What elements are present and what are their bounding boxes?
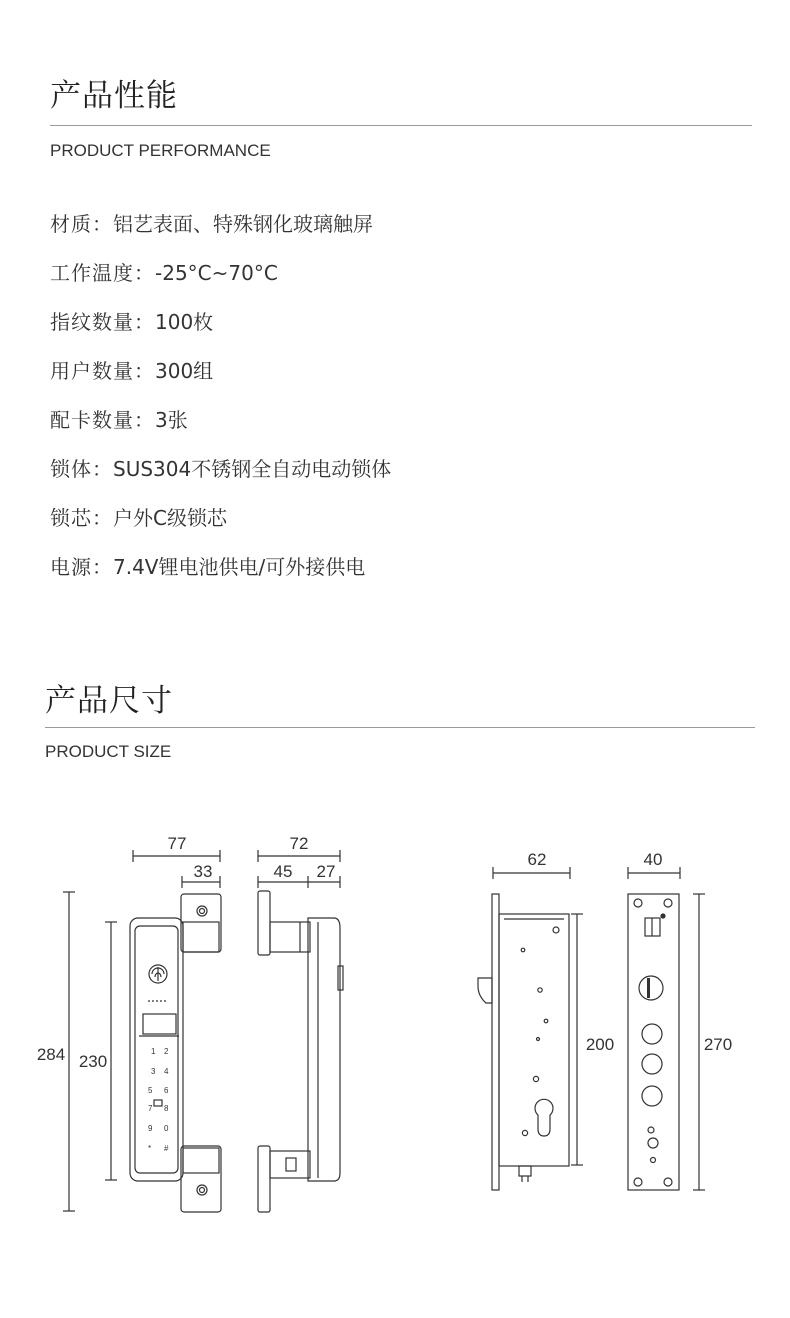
size-subtitle: PRODUCT SIZE [45,742,172,761]
key-6: 6 [164,1086,169,1095]
performance-title: 产品性能 [50,78,178,114]
dim-faceplate-height: 270 [703,1035,733,1054]
spec-cards: 配卡数量：3张 [50,408,188,432]
spec-temperature: 工作温度：-25°C~70°C [50,261,278,285]
lock-body-drawing [478,867,583,1190]
spec-users: 用户数量：300组 [50,359,214,383]
dim-faceplate-width: 40 [643,850,663,869]
size-divider [45,727,755,728]
performance-divider [50,125,752,126]
spec-fingerprints: 指纹数量：100枚 [50,310,214,334]
spec-lock-body: 锁体：SUS304不锈钢全自动电动锁体 [50,457,392,481]
dim-side-depth-handle: 27 [316,862,336,881]
key-1: 1 [151,1047,156,1056]
key-7: 7 [148,1104,153,1113]
key-0: 0 [164,1124,169,1133]
key-8: 8 [164,1104,169,1113]
key-5: 5 [148,1086,153,1095]
spec-power: 电源：7.4V锂电池供电/可外接供电 [50,555,366,579]
dim-lockbody-height: 200 [585,1035,615,1054]
front-view-drawing [63,850,221,1212]
dim-front-height-total: 284 [36,1045,66,1064]
performance-subtitle: PRODUCT PERFORMANCE [50,141,271,160]
dim-front-width-bracket: 33 [193,862,213,881]
key-star: * [148,1144,152,1153]
faceplate-drawing [628,867,705,1190]
key-3: 3 [151,1067,156,1076]
dim-front-height-panel: 230 [78,1052,108,1071]
dim-side-depth-total: 72 [289,834,309,853]
dim-front-width-total: 77 [167,834,187,853]
key-2: 2 [164,1047,169,1056]
dimension-drawings [0,818,790,1268]
key-4: 4 [164,1067,169,1076]
dim-side-depth-base: 45 [273,862,293,881]
spec-material: 材质：铝艺表面、特殊钢化玻璃触屏 [50,212,373,236]
key-9: 9 [148,1124,153,1133]
dim-lockbody-width: 62 [527,850,547,869]
side-view-drawing [258,850,343,1212]
spec-lock-cylinder: 锁芯：户外C级锁芯 [50,506,227,530]
key-hash: # [164,1144,169,1153]
size-title: 产品尺寸 [45,683,173,719]
